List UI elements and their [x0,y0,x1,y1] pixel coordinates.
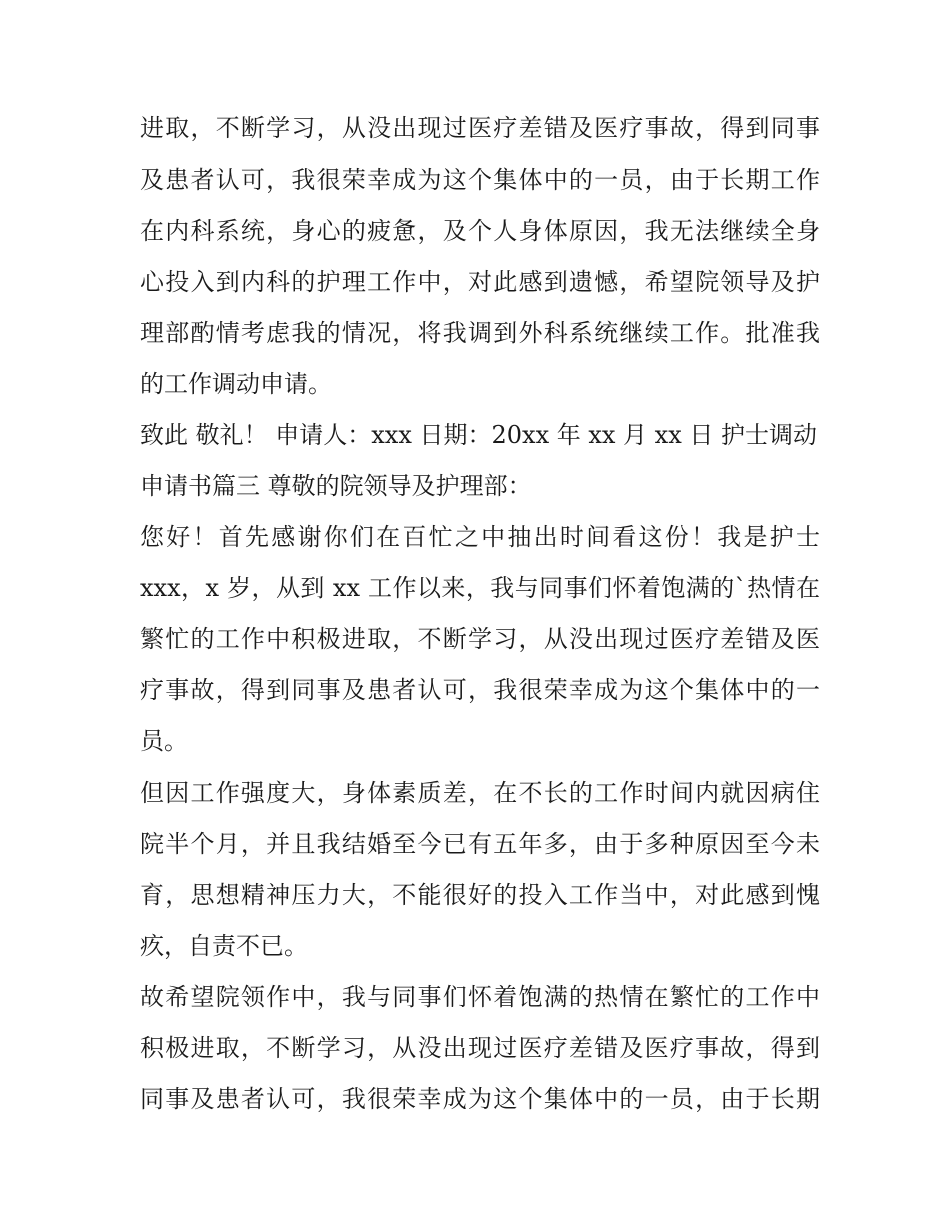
text-line: 员。 [140,727,188,755]
text-line: 疗事故，得到同事及患者认可，我很荣幸成为这个集体中的一 [140,676,820,704]
text-line: xxx，x 岁，从到 xx 工作以来，我与同事们怀着饱满的`热情在 [140,574,820,602]
text-line: 的工作调动申请。 [140,370,332,398]
text-line: 进取，不断学习，从没出现过医疗差错及医疗事故，得到同事 [140,114,820,142]
text-line: 及患者认可，我很荣幸成为这个集体中的一员，由于长期工作 [140,166,820,194]
text-line: 繁忙的工作中积极进取，不断学习，从没出现过医疗差错及医 [140,625,820,653]
text-line: 育，思想精神压力大，不能很好的投入工作当中，对此感到愧 [140,881,820,909]
text-line: 院半个月，并且我结婚至今已有五年多，由于多种原因至今未 [140,830,820,858]
text-line: 同事及患者认可，我很荣幸成为这个集体中的一员，由于长期 [140,1085,820,1113]
text-line: 申请书篇三 尊敬的院领导及护理部： [140,472,532,500]
text-line: 积极进取，不断学习，从没出现过医疗差错及医疗事故，得到 [140,1034,820,1062]
text-line: 故希望院领作中，我与同事们怀着饱满的热情在繁忙的工作中 [140,983,820,1011]
text-line: 在内科系统，身心的疲惫，及个人身体原因，我无法继续全身 [140,217,820,245]
text-line: 心投入到内科的护理工作中，对此感到遗憾，希望院领导及护 [140,268,820,296]
text-line: 致此 敬礼！ 申请人：xxx 日期：20xx 年 xx 月 xx 日 护士调动 [140,421,818,449]
text-line: 但因工作强度大，身体素质差，在不长的工作时间内就因病住 [140,779,820,807]
text-line: 您好！首先感谢你们在百忙之中抽出时间看这份！我是护士 [140,523,820,551]
text-line: 疚，自责不已。 [140,932,308,960]
text-line: 理部酌情考虑我的情况，将我调到外科系统继续工作。批准我 [140,319,820,347]
